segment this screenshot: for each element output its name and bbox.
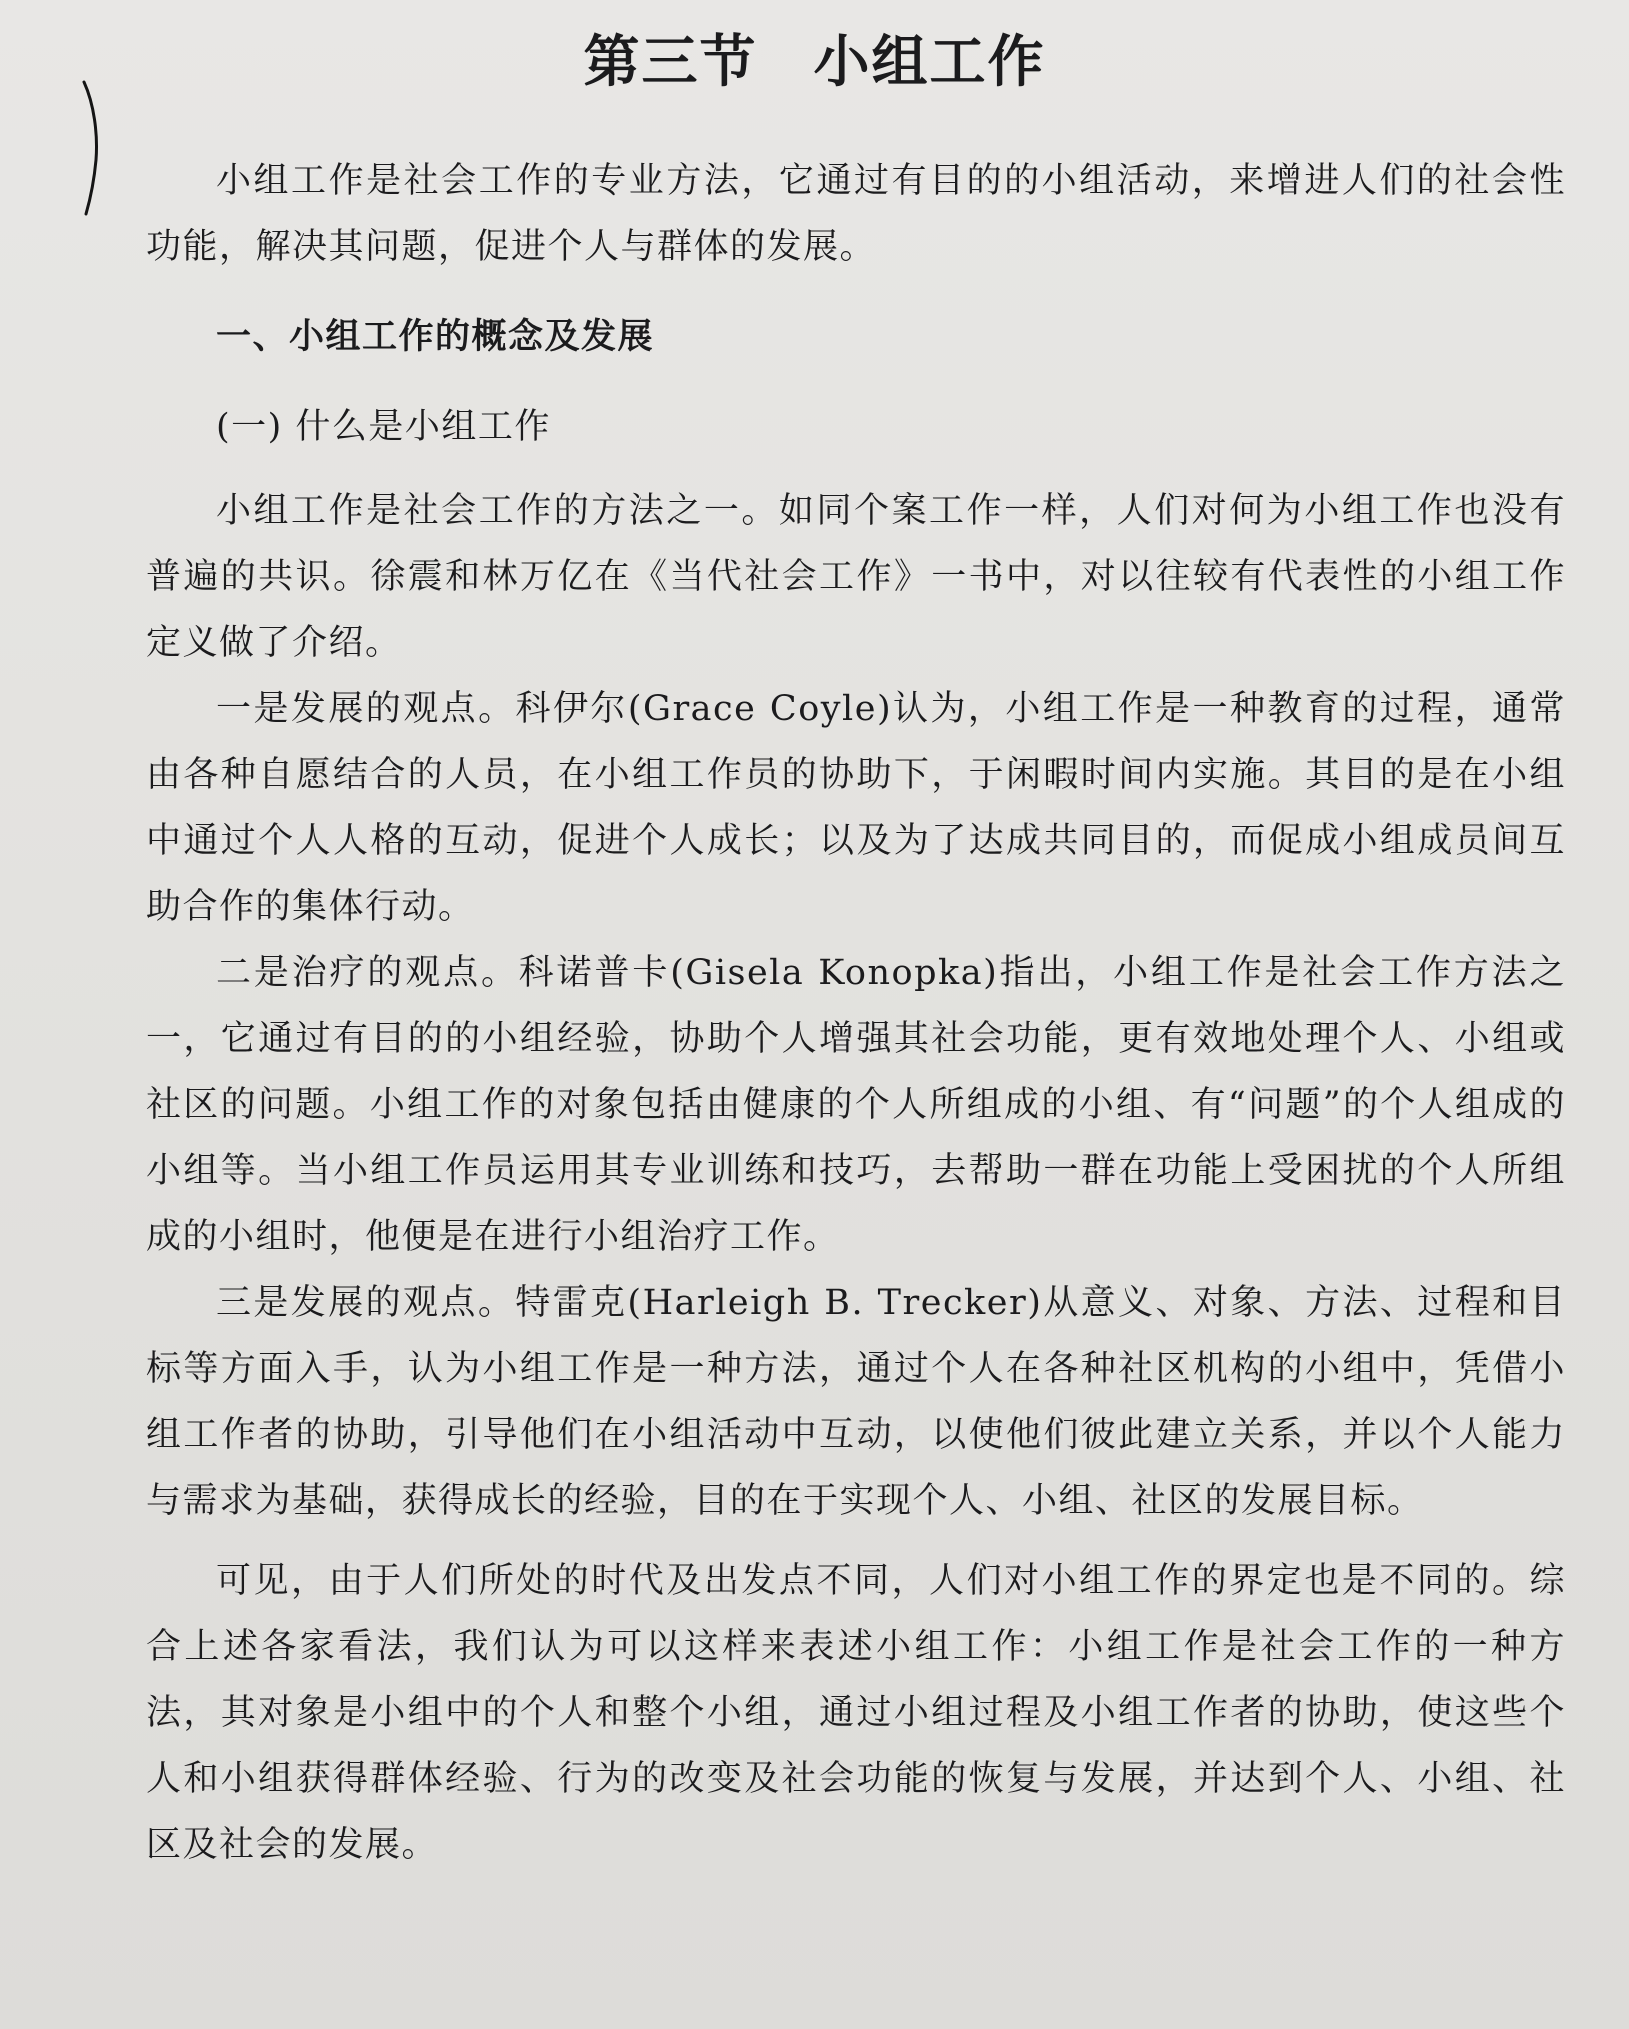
section-title: 小组工作 bbox=[813, 29, 1046, 95]
paragraph-konopka-view: 二是治疗的观点。科诺普卡(Gisela Konopka)指出，小组工作是社会工作方法之一，它通过有目的的小组经验，协助个人增强其社会功能，更有效地处理个人、小组或社区的问题。小组工作的对象包括由健康的个人所组成的小组、有“问题”的个人组成的小组等。当小组工作员运用其专业训练和技巧，去帮助一群在功能上受困扰的个人所组成的小组时，他便是在进行小组治疗工作。 bbox=[146, 953, 1566, 1257]
paragraph-coyle-view: 一是发展的观点。科伊尔(Grace Coyle)认为，小组工作是一种教育的过程，通常由各种自愿结合的人员，在小组工作员的协助下，于闲暇时间内实施。其目的是在小组中通过个人人格的互动，促进个人成长；以及为了达成共同目的，而促成小组成员间互助合作的集体行动。 bbox=[146, 689, 1566, 927]
subheading-what-is-group-work: (一) 什么是小组工作 bbox=[216, 407, 551, 447]
section-heading bbox=[0, 22, 1629, 102]
paragraph-summary-definition: 可见，由于人们所处的时代及出发点不同，人们对小组工作的界定也是不同的。综合上述各家看法，我们认为可以这样来表述小组工作：小组工作是社会工作的一种方法，其对象是小组中的个人和整个小组，通过小组过程及小组工作者的协助，使这些个人和小组获得群体经验、行为的改变及社会功能的恢复与发展，并达到个人、小组、社区及社会的发展。 bbox=[146, 1561, 1566, 1865]
paragraph-definitions-overview: 小组工作是社会工作的方法之一。如同个案工作一样，人们对何为小组工作也没有普遍的共识。徐震和林万亿在《当代社会工作》一书中，对以往较有代表性的小组工作定义做了介绍。 bbox=[146, 491, 1566, 663]
body-text bbox=[146, 148, 1566, 1878]
section-label: 第三节 bbox=[583, 29, 758, 95]
subheading-concept-development: 一、小组工作的概念及发展 bbox=[216, 316, 655, 357]
paragraph-trecker-view: 三是发展的观点。特雷克(Harleigh B. Trecker)从意义、对象、方法、过程和目标等方面入手，认为小组工作是一种方法，通过个人在各种社区机构的小组中，凭借小组工作者的协助，引导他们在小组活动中互动，以使他们彼此建立关系，并以个人能力与需求为基础，获得成长的经验，目的在于实现个人、小组、社区的发展目标。 bbox=[146, 1283, 1566, 1521]
intro-paragraph: 小组工作是社会工作的专业方法，它通过有目的的小组活动，来增进人们的社会性功能，解决其问题，促进个人与群体的发展。 bbox=[146, 161, 1566, 267]
